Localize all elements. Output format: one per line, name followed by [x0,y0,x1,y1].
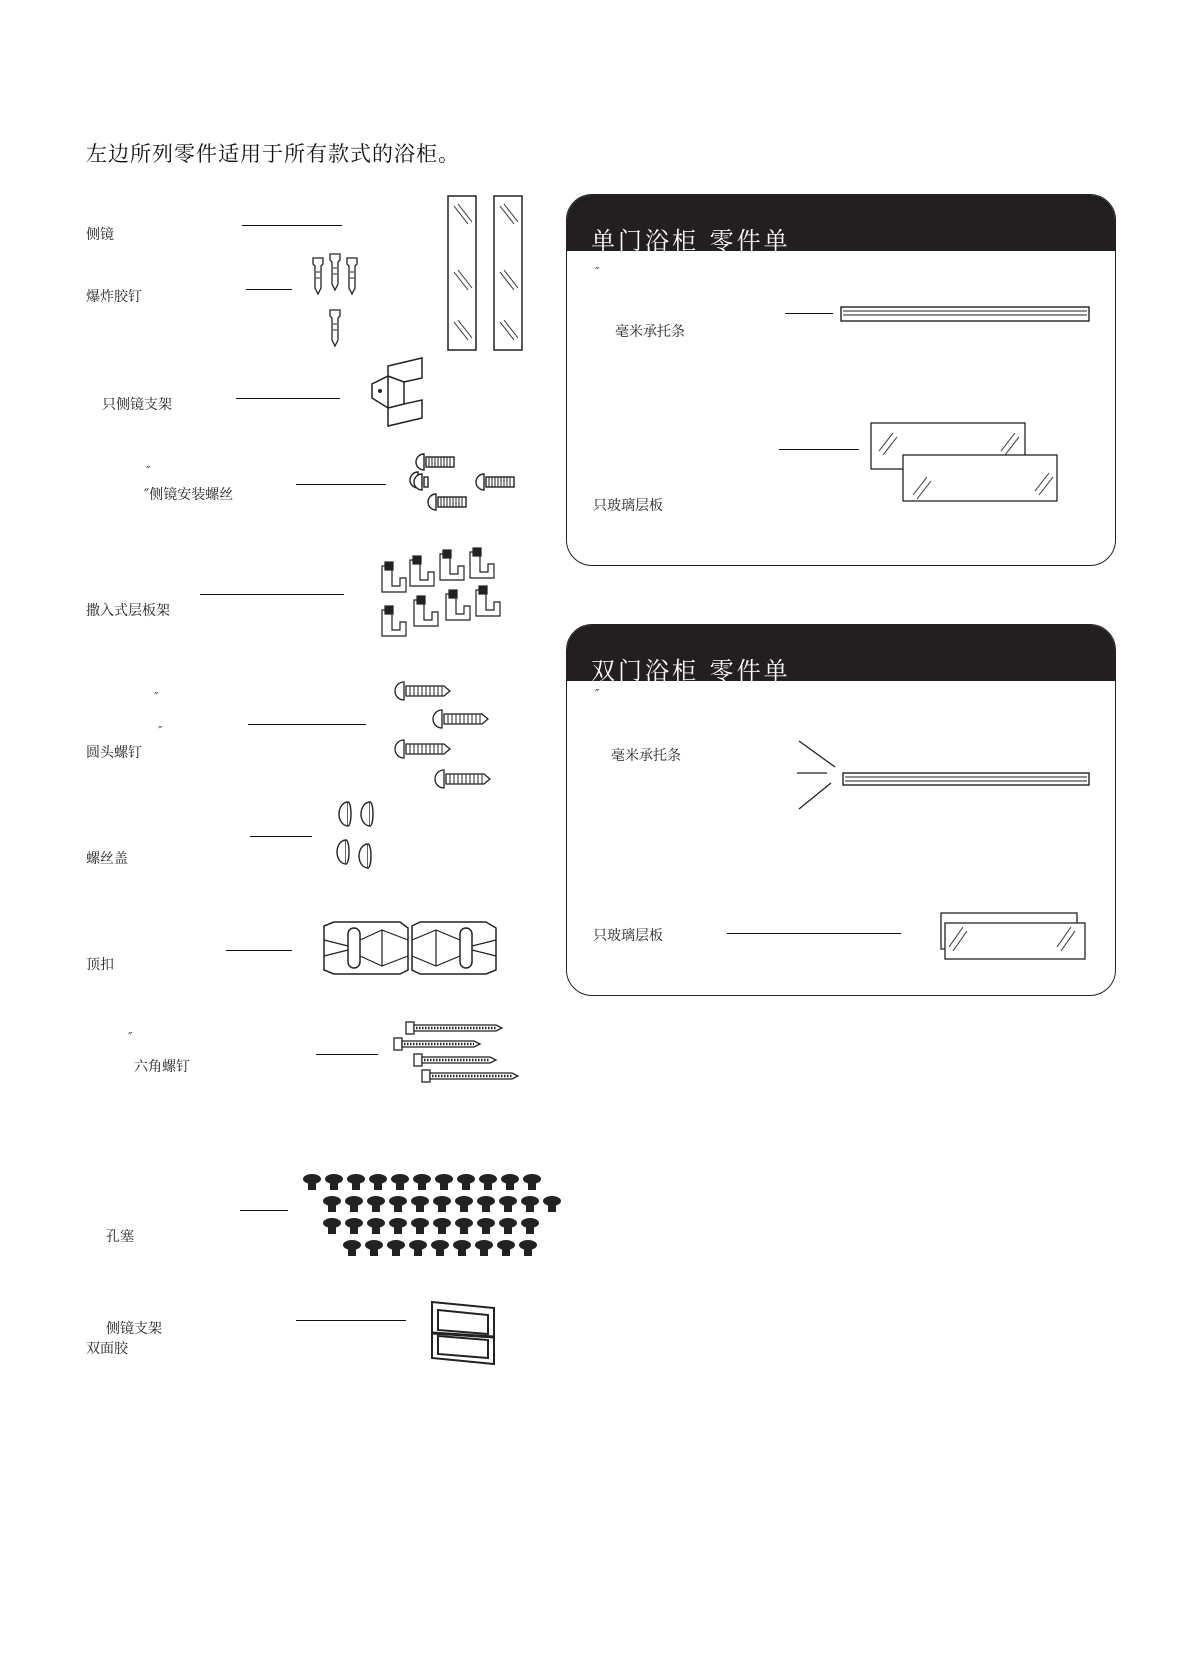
hole-plug [369,1174,387,1190]
screw-cap-icon [336,800,388,870]
double-door-title: 双门浴柜 零件单 [591,657,791,685]
hole-plug [413,1174,431,1190]
label-hole-plug: 孔塞 [106,1229,134,1245]
hole-plug [435,1174,453,1190]
hole-plug [431,1240,449,1256]
hole-plug [479,1174,497,1190]
inch-mark: ″ [154,690,159,704]
hole-plug [387,1240,405,1256]
hole-plug [521,1218,539,1234]
inch-mark: ″ [595,265,600,279]
hole-plug [457,1174,475,1190]
inch-mark: ″ [146,464,151,478]
leader-line [246,289,292,290]
label-glass-shelf: 只玻璃层板 [593,928,663,944]
hole-plug [343,1240,361,1256]
hole-plug [453,1240,471,1256]
label-hex-screw: 六角螺钉 [134,1059,190,1075]
inch-mark: ″ [128,1030,133,1044]
hole-plug [325,1174,343,1190]
label-tape-line2: 双面胶 [86,1341,128,1357]
hole-plug [345,1218,363,1234]
label-support-rail: 毫米承托条 [611,748,681,764]
leader-line [779,449,859,450]
hex-screw-icon [392,1022,526,1090]
leader-line [727,933,901,934]
hole-plug [367,1218,385,1234]
wall-anchor-icon [308,254,368,360]
mirror-screw-icon [414,452,514,520]
double-sided-tape-icon [428,1300,498,1366]
label-mirror-screw: ″侧镜安装螺丝 [144,487,234,503]
hole-plug [389,1218,407,1234]
support-rail-icon [841,307,1091,323]
mirror-bracket-icon [368,356,428,438]
hole-plug [455,1196,473,1212]
hole-plug [347,1174,365,1190]
hole-plug [501,1174,519,1190]
hole-plug [475,1240,493,1256]
inch-mark: ″ [595,687,600,701]
side-mirror-icon [446,194,526,354]
leader-fan [797,739,837,813]
top-clip-icon [322,920,498,976]
hole-plug [521,1196,539,1212]
hole-plug [303,1174,321,1190]
hole-plug [367,1196,385,1212]
label-screw-cap: 螺丝盖 [86,851,128,867]
leader-line [200,594,344,595]
label-glass-shelf: 只玻璃层板 [593,498,663,514]
hole-plug [323,1218,341,1234]
glass-shelf-icon [939,911,1087,963]
hole-plug [477,1218,495,1234]
single-door-title: 单门浴柜 零件单 [591,227,791,255]
hole-plug [345,1196,363,1212]
hole-plug [455,1218,473,1234]
hole-plug [389,1196,407,1212]
leader-line [785,313,833,314]
leader-line [240,1210,288,1211]
label-support-rail: 毫米承托条 [615,324,685,340]
hole-plug [499,1196,517,1212]
hole-plug [499,1218,517,1234]
label-shelf-support: 撒入式层板架 [86,603,170,619]
leader-line [236,398,340,399]
leader-line [296,484,386,485]
hole-plug [411,1196,429,1212]
double-door-panel [566,624,1116,996]
inch-mark: ″ [158,724,163,738]
label-top-clip: 顶扣 [86,957,114,973]
leader-line [316,1054,378,1055]
hole-plug [409,1240,427,1256]
hole-plug [411,1218,429,1234]
hole-plug [433,1196,451,1212]
label-side-mirror: 侧镜 [86,227,114,243]
leader-line [242,225,342,226]
glass-shelf-icon [869,421,1069,505]
round-head-screw-icon [396,682,500,798]
hole-plug-icon [300,1172,564,1266]
hole-plug [323,1196,341,1212]
leader-line [248,724,366,725]
hole-plug [497,1240,515,1256]
label-anchor: 爆炸胶钉 [86,289,142,305]
hole-plug [433,1218,451,1234]
leader-line [226,950,292,951]
label-round-screw: 圆头螺钉 [86,745,142,761]
leader-line [250,836,312,837]
hole-plug [365,1240,383,1256]
support-rail-icon [843,773,1091,787]
single-door-panel [566,194,1116,566]
shelf-support-icon [380,548,506,640]
hole-plug [523,1174,541,1190]
hole-plug [477,1196,495,1212]
leader-line [296,1320,406,1321]
hole-plug [391,1174,409,1190]
label-tape-line1: 侧镜支架 [106,1321,162,1337]
hole-plug [519,1240,537,1256]
intro-text: 左边所列零件适用于所有款式的浴柜。 [86,142,460,166]
label-bracket: 只侧镜支架 [102,397,172,413]
hole-plug [543,1196,561,1212]
